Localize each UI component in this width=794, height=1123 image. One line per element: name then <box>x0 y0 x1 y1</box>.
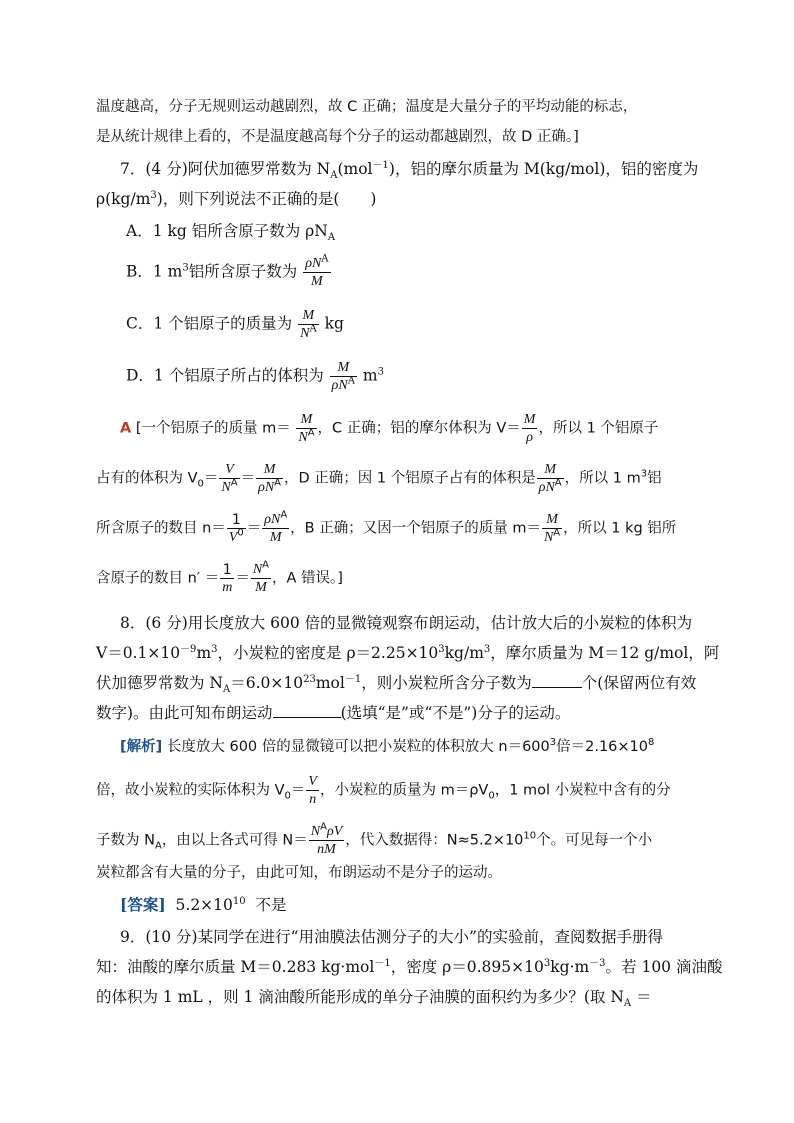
q8-analysis-line-1: [解析] 长度放大 600 倍的显微镜可以把小炭粒的体积放大 $n=600^3$倍$=2.16\times 10^8$ <box>120 737 655 755</box>
fraction: $\frac{1}{m}$ <box>222 561 233 595</box>
fraction: $\frac{1}{V^0}$ <box>228 511 244 545</box>
q7-option-b: B．1 $m^3$铝所含原子数为 $\frac{\rho N^A}{M}$ <box>126 253 329 289</box>
q7-stem-line-1: 7．(4 分)阿伏加德罗常数为 $N_A(mol^{-1})$，铝的摩尔质量为 M(kg/mol)，铝的密度为 <box>120 159 699 182</box>
prev-explanation-line-1: 温度越高，分子无规则运动越剧烈，故 C 正确；温度是大量分子的平均动能的标志， <box>96 99 638 115</box>
q8-answer-line: [答案] $5.2\times 10^{10}$ 不是 <box>120 895 287 914</box>
q8-stem-line-2: $V=0.1\times 10^{-9}m^3$，小炭粒的密度是 $\rho=2.25\times 10^3kg/m^3$，摩尔质量为 M＝12 g/mol，阿 <box>96 643 720 662</box>
q7-explanation-line-4: 含原子的数目 n′ ＝ $\frac{1}{m}$ ＝ $\frac{N^A}{M}$ ，A 错误。] <box>96 559 343 595</box>
q9-stem-line-2: 知：油酸的摩尔质量 M＝0.283 kg·mol$^{-1}$，密度 $\rho=0.895\times 10^3kg\cdot m^{-3}$。若 100 滴油酸 <box>96 957 723 976</box>
q8-stem-line-4: 数字)。由此可知布朗运动 (选填“是”或“不是”)分子的运动。 <box>96 704 571 722</box>
fraction: $\frac{M}{\rho N^A}$ <box>258 462 281 495</box>
q8-analysis-line-3: 子数为 $N_A$，由以上各式可得 N＝ $\frac{N^A\rho V}{nM}$ ，代入数据得：$N\approx 5.2\times 10^{10}$个。可见每一个小 <box>96 821 653 857</box>
answer-blank-2[interactable] <box>273 703 341 718</box>
q8-stem-line-1: 8．(6 分)用长度放大 600 倍的显微镜观察布朗运动，估计放大后的小炭粒的体积为 <box>120 614 693 632</box>
q7-option-d: D．1 个铝原子所占的体积为 $\frac{M}{\rho N^A}$ $m^3$ <box>126 360 384 393</box>
fraction: $\frac{V}{n}$ <box>308 774 317 807</box>
q8-analysis-line-2: 倍，故小炭粒的实际体积为 $V_0=$ $\frac{V}{n}$ ，小炭粒的质量为 $m=\rho V_0$，1 mol 小炭粒中含有的分 <box>96 774 671 807</box>
fraction: $\frac{V}{N^A}$ <box>221 462 238 495</box>
fraction: $\frac{\rho N^A}{M}$ <box>305 253 329 289</box>
fraction: $\frac{M}{N^A}$ <box>298 412 315 445</box>
q7-explanation-line-3: 所含原子的数目 n＝ $\frac{1}{V^0}$ ＝ $\frac{\rho N^A}{M}$ ，B 正确；又因一个铝原子的质量 m＝ $\frac{M}{N^A}$ ，所以 1 kg 铝所 <box>96 509 677 545</box>
fraction: $\frac{M}{\rho}$ <box>523 412 536 445</box>
q7-explanation-line-2: 占有的体积为 $V_0=$ $\frac{V}{N^A}$ ＝ $\frac{M}{\rho N^A}$ ，D 正确；因 1 个铝原子占有的体积是 $\frac{M}{\rho N^A}$ ，所以 1 $m^3$铝 <box>96 462 662 495</box>
q7-explanation-line-1: A [一个铝原子的质量 m＝ $\frac{M}{N^A}$ ，C 正确；铝的摩尔体积为 V＝ $\frac{M}{\rho}$ ，所以 1 个铝原子 <box>120 412 659 445</box>
q8-stem-line-3: 伏加德罗常数为 $N_A=6.0\times 10^{23}mol^{-1}$，则小炭粒所含分子数为 个(保留两位有效 <box>96 673 697 696</box>
q9-stem-line-1: 9．(10 分)某同学在进行“用油膜法估测分子的大小”的实验前，查阅数据手册得 <box>120 928 663 946</box>
answer-blank-1[interactable] <box>532 673 582 688</box>
fraction: $\frac{N^A}{M}$ <box>252 559 270 595</box>
fraction: $\frac{M}{N^A}$ <box>300 308 317 341</box>
q7-stem-line-2: $\rho(kg/m^3)$，则下列说法不正确的是( ) <box>96 189 377 208</box>
answer-tag: [答案] <box>120 895 166 914</box>
analysis-tag: [解析] <box>120 739 163 755</box>
q9-stem-line-3: 的体积为 1 mL ，则 1 滴油酸所能形成的单分子油膜的面积约为多少？(取 $N_A$ ＝ <box>96 988 652 1010</box>
fraction: $\frac{M}{\rho N^A}$ <box>331 360 355 393</box>
q7-option-c: C．1 个铝原子的质量为 $\frac{M}{N^A}$ kg <box>126 308 344 341</box>
fraction: $\frac{M}{N^A}$ <box>543 512 561 545</box>
fraction: $\frac{M}{\rho N^A}$ <box>538 462 562 495</box>
fraction: $\frac{\rho N^A}{M}$ <box>264 509 288 545</box>
q8-analysis-line-4: 炭粒都含有大量的分子，由此可知，布朗运动不是分子的运动。 <box>96 865 502 881</box>
fraction: $\frac{N^A\rho V}{nM}$ <box>310 821 343 857</box>
q7-option-a: A．1 kg 铝所含原子数为 $\rho N_A$ <box>126 222 336 244</box>
prev-explanation-line-2: 是从统计规律上看的，不是温度越高每个分子的运动都越剧烈，故 D 正确。] <box>96 129 579 145</box>
q7-answer-letter: A <box>120 420 132 437</box>
